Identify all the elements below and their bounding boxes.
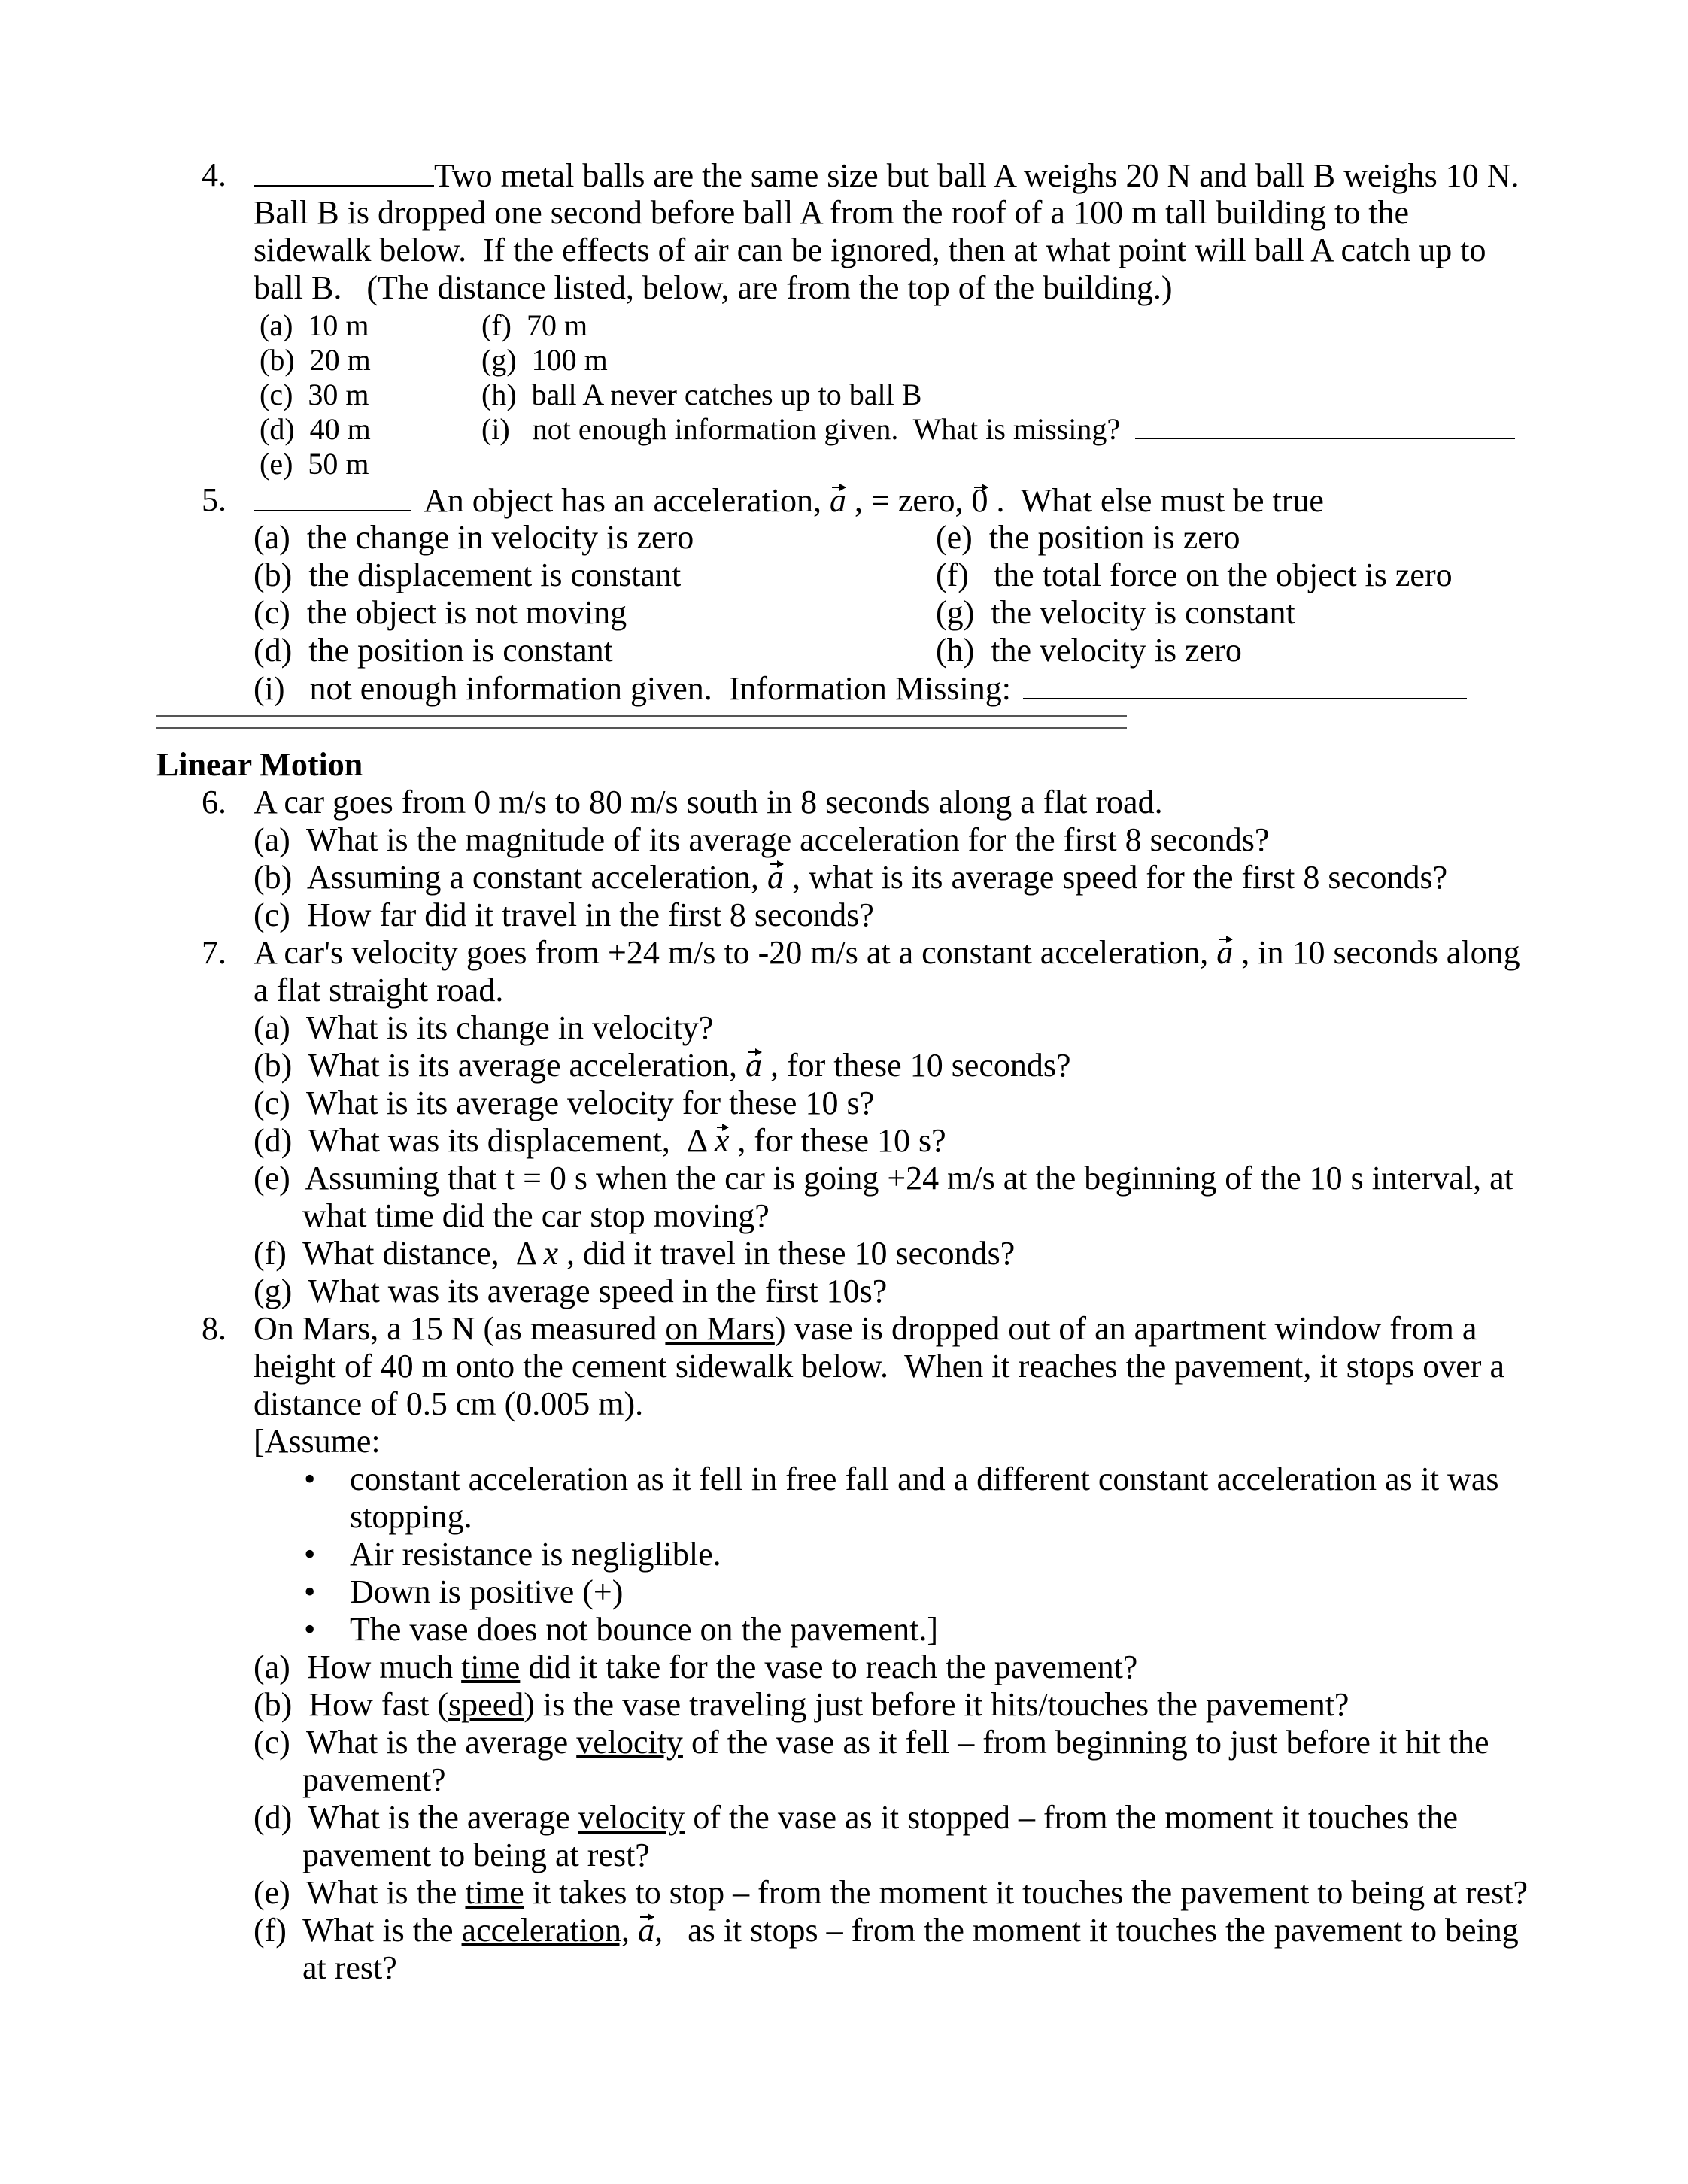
q4-answer-blank[interactable] [254, 156, 434, 187]
q8-part-c-2: pavement? [302, 1761, 446, 1798]
q5-option-c: (c) the object is not moving [254, 594, 627, 631]
vector-a-symbol: a [638, 1912, 655, 1949]
q7-stem-2: a flat straight road. [254, 972, 504, 1009]
vector-a-symbol: a [1216, 934, 1234, 971]
q5-stem: An object has an acceleration, a , = zero, 0 . What else must be true [254, 481, 1324, 520]
section-title: Linear Motion [156, 746, 363, 783]
q8-bullet-1-cont: stopping. [350, 1498, 472, 1535]
q7-part-e: (e) Assuming that t = 0 s when the car is going +24 m/s at the beginning of the 10 s interval, at [254, 1160, 1513, 1197]
q4-option-a: (a) 10 m [260, 308, 369, 342]
q5-number: 5. [202, 481, 226, 518]
q7-part-f: (f) What distance, Δ x , did it travel in these 10 seconds? [254, 1235, 1016, 1272]
q4-option-i: (i) not enough information given. What is missing? [481, 411, 1515, 448]
q5-option-e: (e) the position is zero [936, 519, 1240, 556]
section-divider [156, 715, 1127, 729]
q4-missing-blank[interactable] [1135, 414, 1515, 439]
q6-part-a: (a) What is the magnitude of its average acceleration for the first 8 seconds? [254, 821, 1270, 858]
q4-option-c: (c) 30 m [260, 378, 369, 411]
q8-part-b: (b) How fast (speed) is the vase traveling just before it hits/touches the pavement? [254, 1686, 1349, 1723]
q7-part-b: (b) What is its average acceleration, a , for these 10 seconds? [254, 1047, 1071, 1084]
q6-stem: A car goes from 0 m/s to 80 m/s south in 8 seconds along a flat road. [254, 784, 1163, 821]
q8-line-1: On Mars, a 15 N (as measured on Mars) vase is dropped out of an apartment window from a [254, 1310, 1477, 1347]
q5-option-d: (d) the position is constant [254, 632, 613, 669]
q8-bullet-4: The vase does not bounce on the pavement.] [350, 1611, 938, 1648]
q7-part-g: (g) What was its average speed in the first 10s? [254, 1272, 888, 1309]
q6-part-c: (c) How far did it travel in the first 8 seconds? [254, 896, 874, 933]
q5-option-b: (b) the displacement is constant [254, 557, 682, 593]
q5-option-a: (a) the change in velocity is zero [254, 519, 694, 556]
q5-missing-blank[interactable] [1023, 669, 1467, 699]
q4-line-2: Ball B is dropped one second before ball A from the roof of a 100 m tall building to the [254, 194, 1410, 231]
q4-option-h: (h) ball A never catches up to ball B [481, 378, 922, 411]
q8-number: 8. [202, 1310, 226, 1347]
q7-stem: A car's velocity goes from +24 m/s to -20 m/s at a constant acceleration, a , in 10 seconds along [254, 934, 1520, 971]
q6-number: 6. [202, 784, 226, 821]
zero-vector-symbol: 0 [971, 482, 988, 519]
q8-part-a: (a) How much time did it take for the vase to reach the pavement? [254, 1649, 1138, 1685]
vector-a-symbol: a [767, 859, 785, 896]
q5-option-i: (i) not enough information given. Information Missing: [254, 669, 1467, 708]
q8-bullet-1: constant acceleration as it fell in free fall and a different constant acceleration as it was [350, 1461, 1499, 1497]
vector-a-symbol: a [829, 482, 846, 519]
q8-part-e: (e) What is the time it takes to stop – from the moment it touches the pavement to being at rest? [254, 1874, 1528, 1911]
q8-part-d-2: pavement to being at rest? [302, 1837, 650, 1873]
q8-part-f-2: at rest? [302, 1949, 397, 1986]
q4-option-d: (d) 40 m [260, 412, 371, 446]
bullet-icon: • [304, 1573, 316, 1610]
q7-part-c: (c) What is its average velocity for these 10 s? [254, 1084, 875, 1121]
q8-bullet-2: Air resistance is negliglible. [350, 1536, 721, 1573]
q6-part-b: (b) Assuming a constant acceleration, a , what is its average speed for the first 8 seconds? [254, 859, 1448, 896]
q4-line-1: Two metal balls are the same size but ball A weighs 20 N and ball B weighs 10 N. [254, 156, 1520, 195]
q8-bullet-3: Down is positive (+) [350, 1573, 624, 1610]
q8-part-c: (c) What is the average velocity of the vase as it fell – from beginning to just before it hit the [254, 1724, 1489, 1761]
q7-number: 7. [202, 934, 226, 971]
q5-option-g: (g) the velocity is constant [936, 594, 1295, 631]
q5-option-h: (h) the velocity is zero [936, 632, 1242, 669]
q8-part-f: (f) What is the acceleration, a, as it stops – from the moment it touches the pavement to being [254, 1912, 1519, 1949]
q8-line-3: distance of 0.5 cm (0.005 m). [254, 1385, 644, 1422]
q7-part-a: (a) What is its change in velocity? [254, 1009, 714, 1046]
q4-option-e: (e) 50 m [260, 447, 369, 481]
q8-part-d: (d) What is the average velocity of the vase as it stopped – from the moment it touches the [254, 1799, 1459, 1836]
bullet-icon: • [304, 1461, 316, 1497]
vector-x-symbol: x [714, 1122, 730, 1159]
q7-part-d: (d) What was its displacement, Δ x , for these 10 s? [254, 1122, 946, 1159]
q8-assume: [Assume: [254, 1423, 381, 1460]
q5-option-f: (f) the total force on the object is zero [936, 557, 1453, 593]
q4-option-f: (f) 70 m [481, 308, 588, 342]
q7-part-e-2: what time did the car stop moving? [302, 1197, 770, 1234]
q4-number: 4. [202, 156, 226, 193]
bullet-icon: • [304, 1536, 316, 1573]
q5-answer-blank[interactable] [254, 481, 411, 511]
q4-line-3: sidewalk below. If the effects of air can be ignored, then at what point will ball A catch up to [254, 232, 1486, 268]
bullet-icon: • [304, 1611, 316, 1648]
q4-line-4: ball B. (The distance listed, below, are from the top of the building.) [254, 269, 1173, 306]
q4-option-g: (g) 100 m [481, 343, 608, 377]
vector-a-symbol: a [745, 1047, 762, 1084]
q8-line-2: height of 40 m onto the cement sidewalk below. When it reaches the pavement, it stops over a [254, 1348, 1504, 1385]
q4-option-b: (b) 20 m [260, 343, 371, 377]
